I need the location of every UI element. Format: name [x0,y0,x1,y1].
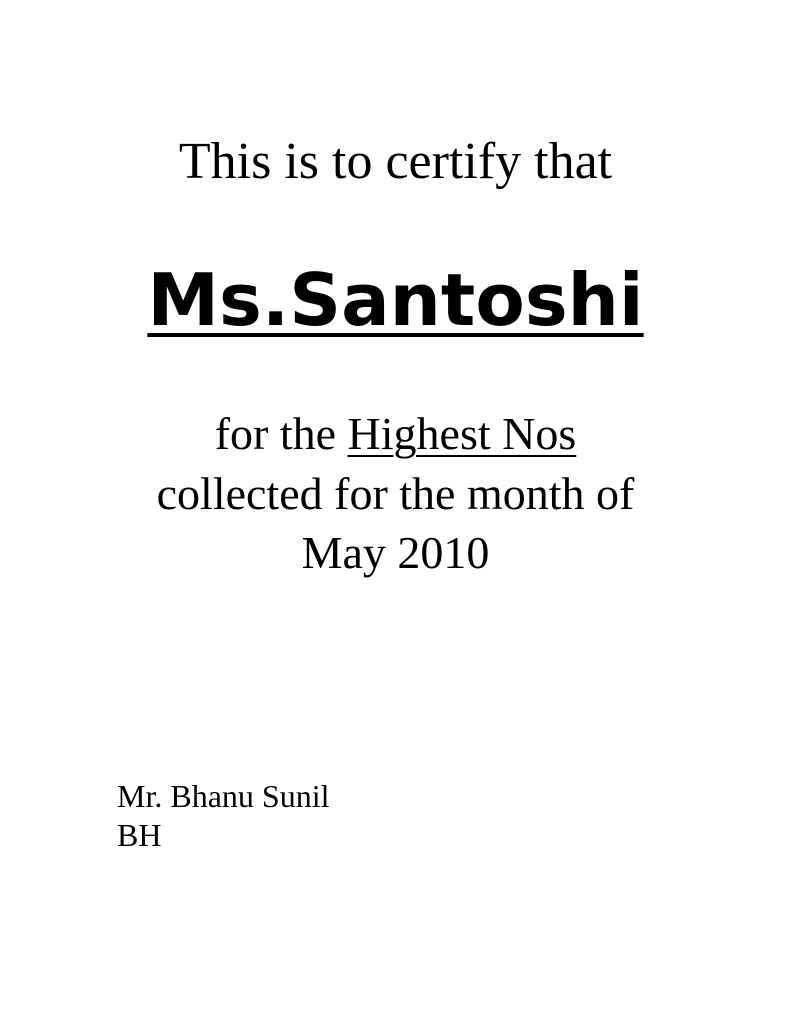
recipient-name-line [0,258,791,342]
award-reason-prefix: for the [214,408,348,459]
signatory-title: BH [117,817,162,853]
award-reason-line-2: collected for the month of [156,468,635,519]
award-reason-line-1 [0,404,791,464]
award-reason-highlight: Highest Nos [347,408,577,459]
recipient-name: Ms.Santoshi [147,258,644,342]
certificate-intro: This is to certify that [178,133,613,190]
award-period: May 2010 [301,527,490,578]
signatory-name: Mr. Bhanu Sunil [117,778,330,814]
